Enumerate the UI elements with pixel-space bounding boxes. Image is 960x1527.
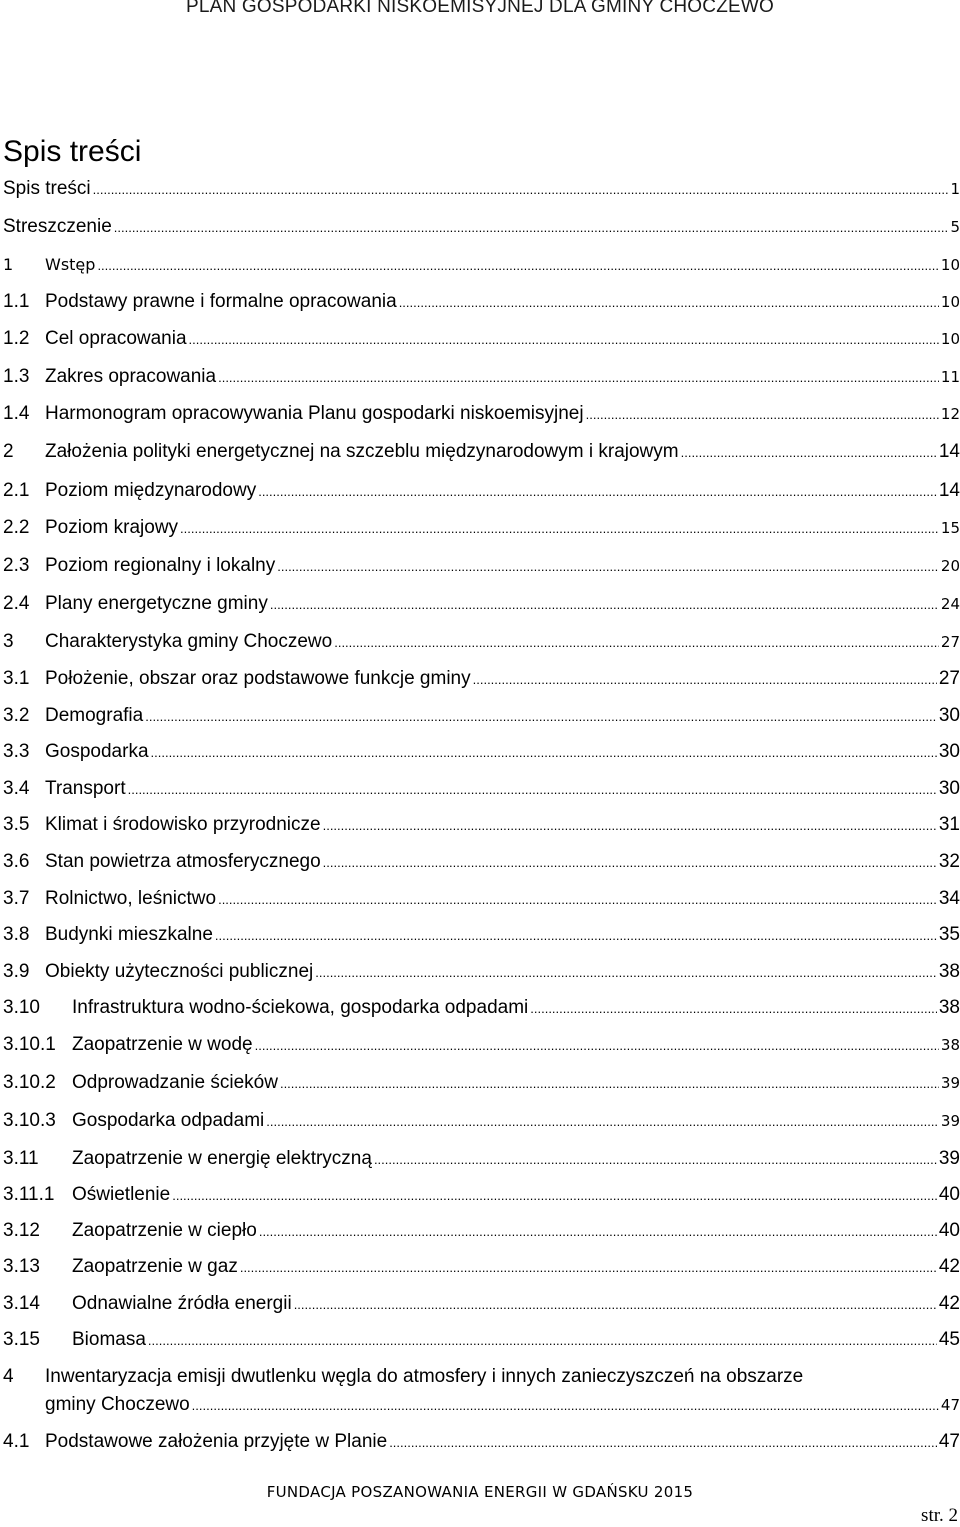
toc-number: 3.3 <box>3 741 30 762</box>
toc-title: Założenia polityki energetycznej na szczeblu międzynarodowym i krajowym <box>45 441 679 462</box>
toc-number: 3.2 <box>3 705 30 726</box>
toc-entry[interactable] <box>3 954 960 990</box>
toc-title: Gospodarka odpadami <box>72 1110 265 1131</box>
toc-entry[interactable] <box>3 990 960 1026</box>
toc-entry[interactable] <box>3 1065 960 1101</box>
toc-title: Biomasa <box>72 1329 146 1350</box>
running-footer: FUNDACJA POSZANOWANIA ENERGII W GDAŃSKU 2015 <box>266 1483 694 1501</box>
toc-title: Zaopatrzenie w gaz <box>72 1256 238 1277</box>
toc-page: 27 <box>938 668 960 689</box>
toc-title: Oświetlenie <box>72 1184 171 1205</box>
toc-number: 2.3 <box>3 555 30 576</box>
toc-page: 38 <box>938 997 960 1018</box>
toc-number: 1.1 <box>3 291 30 312</box>
toc-number: 3.10.2 <box>3 1072 56 1093</box>
toc-entry[interactable] <box>3 771 960 807</box>
toc-entry[interactable] <box>3 698 960 734</box>
toc-title: Harmonogram opracowywania Planu gospodarki niskoemisyjnej <box>45 403 584 424</box>
toc-page: 5 <box>950 218 960 236</box>
toc-number: 2.4 <box>3 593 30 614</box>
toc-title-continued: gminy Choczewo <box>45 1394 190 1415</box>
toc-title: Budynki mieszkalne <box>45 924 213 945</box>
toc-entry[interactable] <box>3 247 960 283</box>
toc-page: 35 <box>938 924 960 945</box>
running-header: PLAN GOSPODARKI NISKOEMISYJNEJ DLA GMINY CHOCZEWO <box>185 0 774 17</box>
toc-page: 42 <box>938 1293 960 1314</box>
toc-page: 38 <box>940 1036 960 1054</box>
toc-title: Cel opracowania <box>45 328 187 349</box>
toc-page: 10 <box>940 293 960 311</box>
toc-number: 3 <box>3 631 14 652</box>
toc-title: Położenie, obszar oraz podstawowe funkcje gminy <box>45 668 471 689</box>
toc-number: 2.2 <box>3 517 30 538</box>
toc-entry[interactable] <box>3 1177 960 1213</box>
toc-title: Obiekty użyteczności publicznej <box>45 961 314 982</box>
toc-page: 30 <box>938 741 960 762</box>
toc-page: 27 <box>940 633 960 651</box>
toc-page: 10 <box>940 330 960 348</box>
toc-title: Charakterystyka gminy Choczewo <box>45 631 333 652</box>
toc-number: 3.11.1 <box>3 1184 55 1205</box>
toc-number: 4.1 <box>3 1431 30 1452</box>
toc-number: 3.5 <box>3 814 30 835</box>
toc-number: 3.11 <box>3 1148 39 1169</box>
toc-page: 39 <box>940 1074 960 1092</box>
toc-title: Plany energetyczne gminy <box>45 593 268 614</box>
toc-page: 40 <box>938 1220 960 1241</box>
toc-entry[interactable] <box>3 586 960 622</box>
toc-page: 34 <box>938 888 960 909</box>
toc-entry[interactable] <box>3 1213 960 1249</box>
toc-title: Odnawialne źródła energii <box>72 1293 292 1314</box>
toc-entry[interactable] <box>3 1103 960 1139</box>
toc-entry[interactable] <box>3 396 960 432</box>
toc-entry[interactable] <box>3 917 960 953</box>
toc-number: 1.2 <box>3 328 30 349</box>
toc-page: 40 <box>938 1184 960 1205</box>
toc-title: Zaopatrzenie w energię elektryczną <box>72 1148 372 1169</box>
toc-title: Poziom krajowy <box>45 517 179 538</box>
toc-number: 3.8 <box>3 924 30 945</box>
toc-title: Inwentaryzacja emisji dwutlenku węgla do atmosfery i innych zanieczyszczeń na obszarze <box>45 1366 804 1387</box>
toc-title: Zaopatrzenie w wodę <box>72 1034 253 1055</box>
toc-number: 3.10.1 <box>3 1034 56 1055</box>
toc-number: 3.6 <box>3 851 30 872</box>
toc-title: Zaopatrzenie w ciepło <box>72 1220 257 1241</box>
toc-entry[interactable] <box>3 881 960 917</box>
toc-title: Odprowadzanie ścieków <box>72 1072 278 1093</box>
toc-number: 3.15 <box>3 1329 40 1350</box>
toc-title: Spis treści <box>3 178 91 199</box>
toc-number: 2.1 <box>3 480 30 501</box>
toc-number: 1.3 <box>3 366 30 387</box>
toc-entry[interactable] <box>3 1322 960 1358</box>
toc-page: 1 <box>950 180 960 198</box>
toc-title: Stan powietrza atmosferycznego <box>45 851 321 872</box>
toc-number: 3.10.3 <box>3 1110 56 1131</box>
toc-page: 10 <box>940 256 960 274</box>
toc-page: 30 <box>938 778 960 799</box>
toc-page: 42 <box>938 1256 960 1277</box>
toc-page: 14 <box>938 480 960 501</box>
toc-page: 39 <box>940 1112 960 1130</box>
toc-title: Wstęp <box>45 255 96 274</box>
toc-page: 15 <box>940 519 960 537</box>
toc-entry[interactable] <box>3 661 960 697</box>
toc-entry[interactable] <box>3 548 960 584</box>
toc-page: 11 <box>940 368 960 386</box>
toc-number: 3.10 <box>3 997 40 1018</box>
toc-entry[interactable] <box>3 1249 960 1285</box>
toc-number: 3.13 <box>3 1256 40 1277</box>
toc-title: Infrastruktura wodno-ściekowa, gospodarka odpadami <box>72 997 529 1018</box>
toc-entry[interactable] <box>3 1027 960 1063</box>
toc-number: 4 <box>3 1366 14 1387</box>
toc-page: 47 <box>940 1396 960 1414</box>
toc-entry[interactable] <box>3 807 960 843</box>
toc-title: Podstawowe założenia przyjęte w Planie <box>45 1431 388 1452</box>
toc-entry[interactable] <box>3 434 960 470</box>
toc-entry[interactable] <box>3 844 960 880</box>
toc-number: 3.9 <box>3 961 30 982</box>
toc-page: 38 <box>938 961 960 982</box>
toc-entry[interactable] <box>3 1141 960 1177</box>
toc-entry[interactable] <box>3 734 960 770</box>
toc-page: 20 <box>940 557 960 575</box>
toc-title: Demografia <box>45 705 144 726</box>
toc-title: Zakres opracowania <box>45 366 217 387</box>
toc-title: Poziom międzynarodowy <box>45 480 257 501</box>
toc-entry[interactable] <box>3 284 960 320</box>
toc-number: 1.4 <box>3 403 30 424</box>
toc-page: 39 <box>938 1148 960 1169</box>
toc-title: Transport <box>45 778 126 799</box>
toc-page: 24 <box>940 595 960 613</box>
toc-number: 3.14 <box>3 1293 40 1314</box>
toc-title: Podstawy prawne i formalne opracowania <box>45 291 397 312</box>
toc-entry[interactable] <box>3 321 960 357</box>
toc-number: 3.7 <box>3 888 30 909</box>
toc-title: Streszczenie <box>3 216 112 237</box>
page-title: Spis treści <box>3 135 142 169</box>
toc-entry[interactable] <box>3 1363 960 1419</box>
toc-title: Rolnictwo, leśnictwo <box>45 888 217 909</box>
toc-page: 47 <box>938 1431 960 1452</box>
toc-number: 1 <box>3 255 14 274</box>
toc-page: 32 <box>938 851 960 872</box>
toc-title: Gospodarka <box>45 741 149 762</box>
toc-number: 3.4 <box>3 778 30 799</box>
toc-title: Klimat i środowisko przyrodnicze <box>45 814 321 835</box>
toc-page: 45 <box>938 1329 960 1350</box>
toc-title: Poziom regionalny i lokalny <box>45 555 276 576</box>
toc-page: 12 <box>940 405 960 423</box>
toc-page: 14 <box>938 441 960 462</box>
toc-entry[interactable] <box>3 1286 960 1322</box>
toc-entry[interactable] <box>3 624 960 660</box>
toc-entry[interactable] <box>3 209 960 245</box>
toc-page: 31 <box>938 814 960 835</box>
toc-entry[interactable] <box>3 171 960 207</box>
toc-entry[interactable] <box>3 473 960 509</box>
toc-number: 3.1 <box>3 668 30 689</box>
page-number: str. 2 <box>921 1505 958 1526</box>
toc-entry[interactable] <box>3 359 960 395</box>
toc-number: 3.12 <box>3 1220 40 1241</box>
toc-entry[interactable] <box>3 1424 960 1460</box>
toc-entry[interactable] <box>3 510 960 546</box>
toc-page: 30 <box>938 705 960 726</box>
toc-number: 2 <box>3 441 14 462</box>
